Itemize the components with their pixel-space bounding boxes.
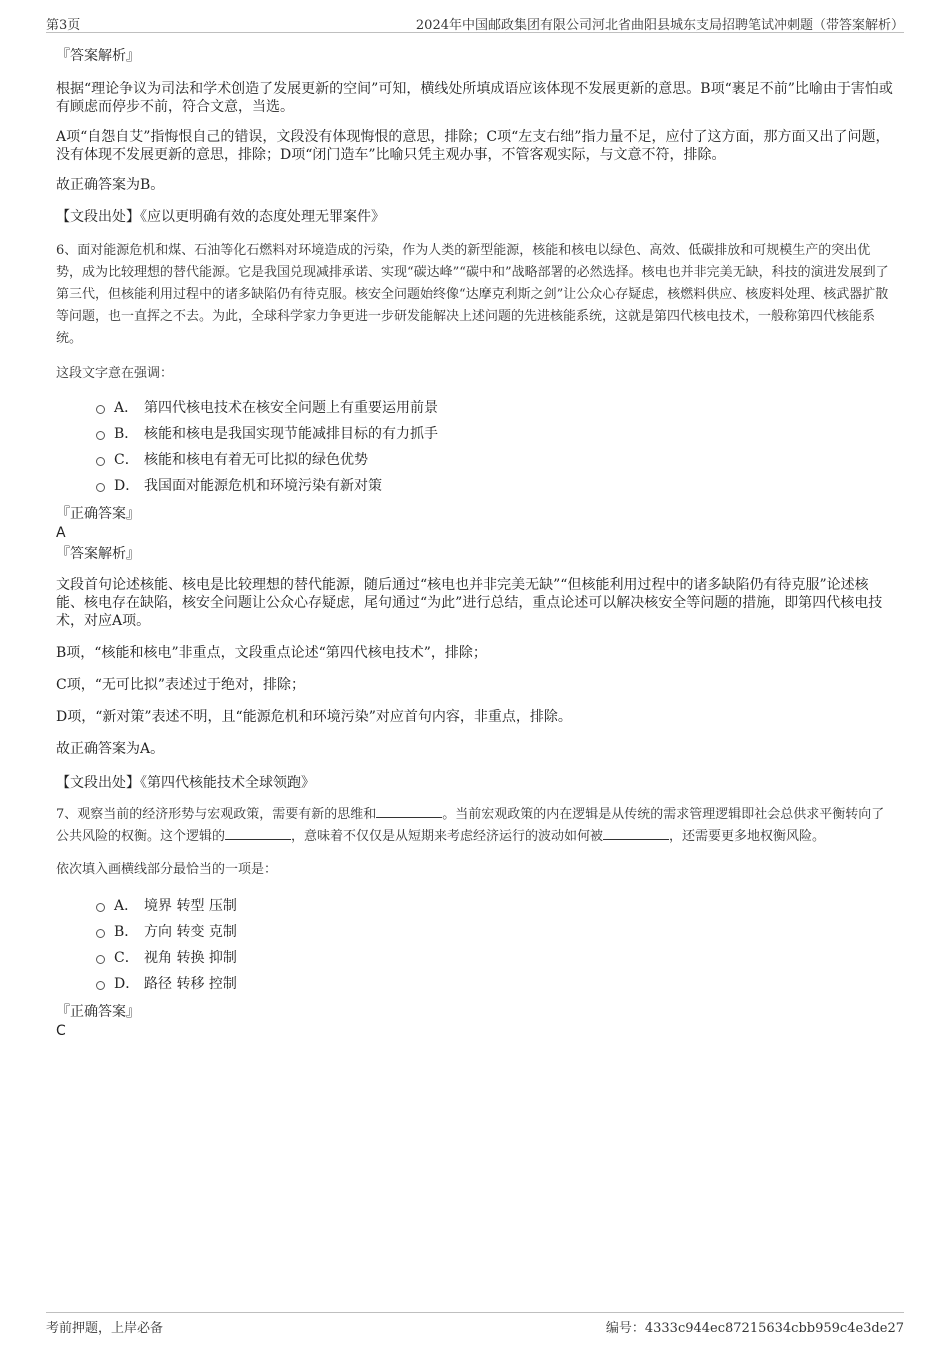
option-letter: A． bbox=[114, 400, 139, 416]
option-text: 境界 转型 压制 bbox=[144, 898, 237, 914]
document-id: 编号：4333c944ec87215634cbb959c4e3de27 bbox=[605, 1321, 904, 1336]
question-7-options bbox=[56, 892, 894, 996]
fill-blank bbox=[376, 805, 442, 818]
option-text: 核能和核电是我国实现节能减排目标的有力抓手 bbox=[144, 426, 438, 442]
question-6-prompt: 这段文字意在强调： bbox=[56, 366, 174, 381]
question-7-part: ，还需要更多地权衡风险。 bbox=[669, 829, 826, 844]
analysis-label: 『答案解析』 bbox=[56, 48, 140, 64]
source-citation: 【文段出处】《第四代核能技术全球领跑》 bbox=[56, 775, 315, 791]
option-a[interactable] bbox=[56, 892, 894, 918]
option-c[interactable] bbox=[56, 944, 894, 970]
radio-icon[interactable] bbox=[96, 955, 105, 964]
page-content bbox=[56, 46, 894, 1040]
option-d[interactable] bbox=[56, 472, 894, 498]
question-7-part: 。当前宏观政策的内在逻辑是从传统的需求管理逻辑即社会总供求平衡转向了公共风险的权衡。这个逻辑的 bbox=[56, 807, 885, 844]
option-c[interactable] bbox=[56, 446, 894, 472]
correct-answer-label: 『正确答案』 bbox=[56, 1004, 140, 1020]
analysis-conclusion: 故正确答案为A。 bbox=[56, 741, 165, 757]
option-letter: B． bbox=[114, 426, 139, 442]
document-title: 2024年中国邮政集团有限公司河北省曲阳县城东支局招聘笔试冲刺题（带答案解析） bbox=[415, 18, 904, 33]
analysis-paragraph: C项，“无可比拟”表述过于绝对，排除； bbox=[56, 677, 306, 693]
option-text: 核能和核电有着无可比拟的绿色优势 bbox=[144, 452, 368, 468]
source-citation: 【文段出处】《应以更明确有效的态度处理无罪案件》 bbox=[56, 209, 385, 225]
question-7-prompt: 依次填入画横线部分最恰当的一项是： bbox=[56, 862, 278, 877]
analysis-paragraph: D项，“新对策”表述不明，且“能源危机和环境污染”对应首句内容，非重点，排除。 bbox=[56, 709, 572, 725]
option-text: 方向 转变 克制 bbox=[144, 924, 237, 940]
page-number: 第3页 bbox=[46, 18, 81, 33]
option-letter: D． bbox=[114, 478, 140, 494]
radio-icon[interactable] bbox=[96, 431, 105, 440]
radio-icon[interactable] bbox=[96, 405, 105, 414]
correct-answer-value: A bbox=[56, 525, 66, 541]
question-7-part: 7、观察当前的经济形势与宏观政策，需要有新的思维和 bbox=[56, 807, 377, 822]
question-6-text: 6、面对能源危机和煤、石油等化石燃料对环境造成的污染，作为人类的新型能源，核能和核电以绿色、高效、低碳排放和可规模生产的突出优势，成为比较理想的替代能源。它是我国兑现减排承诺、实现“碳达峰”“碳中和”战略部署的必然选择。核电也并非完美无缺，科技的演进发展到了第三代，但核能利用过程中的诸多缺陷仍有待克服。核安全问题始终像“达摩克利斯之剑”让公众心存疑虑，核燃料供应、核废料处理、核武器扩散等问题，也一直挥之不去。为此，全球科学家力争更进一步研发能解决上述问题的先进核能系统，这就是第四代核电技术，一般称第四代核能系统。 bbox=[56, 243, 889, 346]
option-d[interactable] bbox=[56, 970, 894, 996]
option-text: 视角 转换 抑制 bbox=[144, 950, 237, 966]
fill-blank bbox=[225, 827, 291, 840]
analysis-label: 『答案解析』 bbox=[56, 546, 140, 562]
page-header bbox=[46, 10, 904, 33]
radio-icon[interactable] bbox=[96, 457, 105, 466]
option-letter: A． bbox=[114, 898, 139, 914]
option-letter: B． bbox=[114, 924, 139, 940]
option-letter: D． bbox=[114, 976, 140, 992]
option-text: 第四代核电技术在核安全问题上有重要运用前景 bbox=[144, 400, 438, 416]
analysis-paragraph: 文段首句论述核能、核电是比较理想的替代能源，随后通过“核电也并非完美无缺”“但核能利用过程中的诸多缺陷仍有待克服”论述核能、核电存在缺陷，核安全问题让公众心存疑虑，尾句通过“为此”进行总结，重点论述可以解决核安全等问题的措施，即第四代核电技术，对应A项。 bbox=[56, 577, 883, 629]
correct-answer-value: C bbox=[56, 1023, 66, 1039]
footer-slogan: 考前押题，上岸必备 bbox=[46, 1321, 164, 1336]
option-text: 我国面对能源危机和环境污染有新对策 bbox=[144, 478, 382, 494]
option-a[interactable] bbox=[56, 394, 894, 420]
fill-blank bbox=[603, 827, 669, 840]
question-7-part: ，意味着不仅仅是从短期来考虑经济运行的波动如何被 bbox=[291, 829, 604, 844]
question-6-options bbox=[56, 394, 894, 498]
radio-icon[interactable] bbox=[96, 903, 105, 912]
analysis-paragraph: 根据“理论争议为司法和学术创造了发展更新的空间”可知，横线处所填成语应该体现不发展更新的意思。B项“裹足不前”比喻由于害怕或有顾虑而停步不前，符合文意，当选。 bbox=[56, 81, 893, 115]
question-7-text bbox=[56, 804, 894, 848]
radio-icon[interactable] bbox=[96, 981, 105, 990]
option-letter: C． bbox=[114, 452, 139, 468]
radio-icon[interactable] bbox=[96, 929, 105, 938]
analysis-paragraph: B项，“核能和核电”非重点，文段重点论述“第四代核电技术”，排除； bbox=[56, 645, 487, 661]
analysis-conclusion: 故正确答案为B。 bbox=[56, 177, 165, 193]
option-letter: C． bbox=[114, 950, 139, 966]
radio-icon[interactable] bbox=[96, 483, 105, 492]
option-b[interactable] bbox=[56, 918, 894, 944]
option-text: 路径 转移 控制 bbox=[144, 976, 237, 992]
page-footer bbox=[46, 1312, 904, 1337]
correct-answer-label: 『正确答案』 bbox=[56, 506, 140, 522]
analysis-paragraph: A项“自怨自艾”指悔恨自己的错误，文段没有体现悔恨的意思，排除；C项“左支右绌”指力量不足，应付了这方面，那方面又出了问题，没有体现不发展更新的意思，排除；D项“闭门造车”比喻只凭主观办事，不管客观实际，与文意不符，排除。 bbox=[56, 129, 890, 163]
option-b[interactable] bbox=[56, 420, 894, 446]
